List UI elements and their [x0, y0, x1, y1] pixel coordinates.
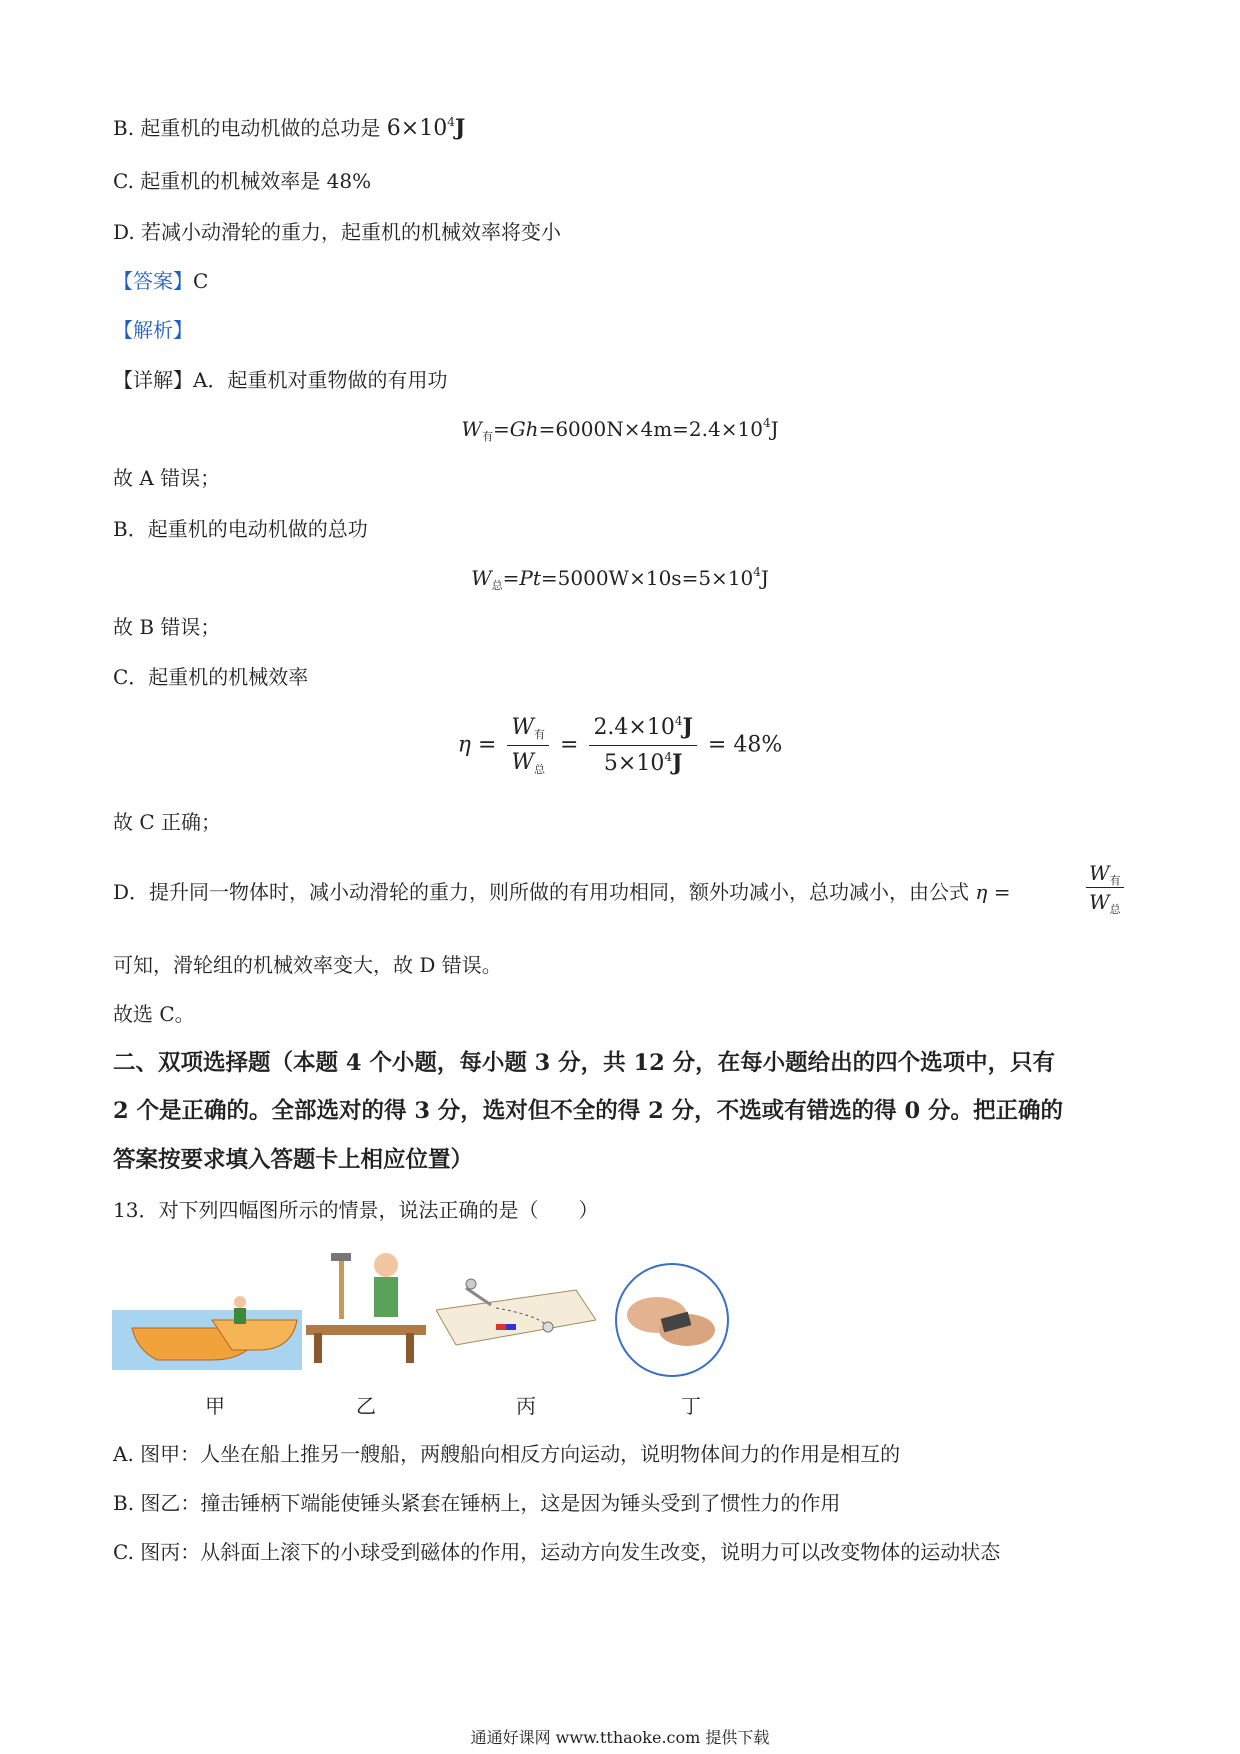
- boat-figure: [112, 1290, 302, 1370]
- option-text: 起重机的电动机做的总功是: [140, 116, 381, 140]
- answer-line: [113, 267, 208, 295]
- d-explanation: D．提升同一物体时，减小动滑轮的重力，则所做的有用功相同，额外功减小，总功减小，由公式 η =: [113, 880, 1011, 904]
- option-value: $6\times 10^4J$: [386, 115, 466, 141]
- analysis-label: 【解析】: [113, 318, 193, 342]
- option-label: B.: [113, 116, 135, 140]
- option-c-prev: C. 起重机的机械效率是 48%: [113, 169, 372, 193]
- equation-total-work: $W_总=Pt=5000W\times 10s=5\times 10^4J$: [471, 565, 769, 592]
- equation-useful-work: $W_有=Gh=6000N\times 4m=2.4\times 10^4J$: [461, 416, 779, 443]
- section-heading-line1: 二、双项选择题（本题 4 个小题，每小题 3 分，共 12 分，在每小题给出的四个选项中，只有: [113, 1050, 1056, 1076]
- q13-option-c: C. 图丙：从斜面上滚下的小球受到磁体的作用，运动方向发生改变，说明力可以改变物体的运动状态: [113, 1540, 1001, 1564]
- d-fraction: $W_有$ $W_总$: [1086, 860, 1124, 915]
- equation-efficiency: η = $\frac{W_有}{W_总}$ = $\frac{2.4\times 10^4J}{5\times 10^4J}$ = 48%: [0, 712, 1240, 779]
- magnet-figure: [436, 1270, 596, 1360]
- b-intro: B．起重机的电动机做的总功: [113, 517, 368, 541]
- b-result: 故 B 错误；: [113, 615, 221, 639]
- conclusion: 故选 C。: [113, 1002, 195, 1026]
- answer-value: C: [193, 269, 209, 293]
- a-result: 故 A 错误；: [113, 466, 221, 490]
- q13-option-b: B. 图乙：撞击锤柄下端能使锤头紧套在锤柄上，这是因为锤头受到了惯性力的作用: [113, 1491, 841, 1515]
- hammer-figure: [306, 1245, 426, 1365]
- option-b-prev: [113, 114, 465, 143]
- fraction-w: $\frac{W_有}{W_总}$: [507, 713, 549, 778]
- footer-text: 通通好课网 www.tthaoke.com 提供下载: [470, 1728, 770, 1747]
- section-heading-line3: 答案按要求填入答题卡上相应位置）: [113, 1147, 474, 1173]
- section-heading-line2: 2 个是正确的。全部选对的得 3 分，选对但不全的得 2 分，不选或有错选的得 0 分。把正确的: [113, 1098, 1063, 1124]
- question-13-stem: 13．对下列四幅图所示的情景，说法正确的是（ ）: [113, 1198, 599, 1222]
- answer-label: 【答案】: [113, 269, 193, 293]
- fraction-values: $\frac{2.4\times 10^4J}{5\times 10^4J}$: [589, 712, 696, 779]
- caption-ding: 丁: [681, 1394, 701, 1418]
- caption-jia: 甲: [205, 1394, 225, 1418]
- d-continue: 可知，滑轮组的机械效率变大，故 D 错误。: [113, 953, 502, 977]
- caption-yi: 乙: [356, 1394, 376, 1418]
- finger-figure: [612, 1260, 732, 1380]
- option-d-prev: D. 若减小动滑轮的重力，起重机的机械效率将变小: [113, 220, 562, 244]
- detail-intro: 【详解】A．起重机对重物做的有用功: [113, 368, 448, 392]
- c-intro: C．起重机的机械效率: [113, 665, 309, 689]
- c-result: 故 C 正确；: [113, 810, 222, 834]
- q13-option-a: A. 图甲：人坐在船上推另一艘船，两艘船向相反方向运动，说明物体间力的作用是相互的: [113, 1442, 901, 1466]
- caption-bing: 丙: [516, 1394, 536, 1418]
